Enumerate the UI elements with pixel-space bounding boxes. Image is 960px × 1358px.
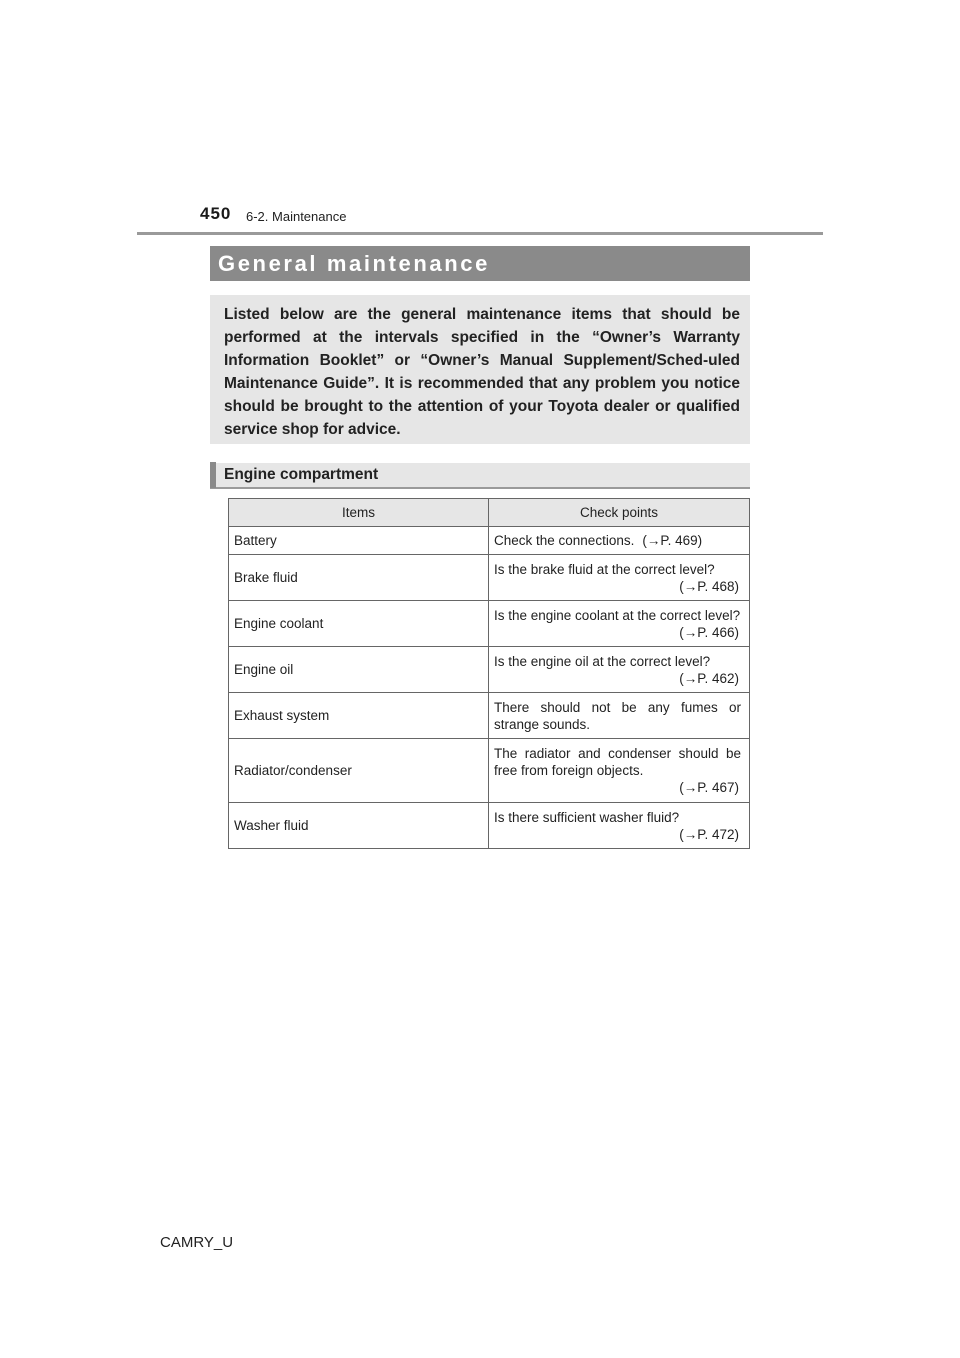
subheading-bar xyxy=(210,463,750,489)
check-point-cell xyxy=(489,739,750,803)
check-point-cell xyxy=(489,555,750,601)
page-reference: (→P. 469) xyxy=(642,533,703,548)
item-cell: Engine coolant xyxy=(229,601,489,647)
check-point-text: Is there sufficient washer fluid? xyxy=(494,809,680,825)
section-label: 6-2. Maintenance xyxy=(246,209,347,224)
item-cell: Engine oil xyxy=(229,647,489,693)
check-point-cell xyxy=(489,647,750,693)
page-reference: (→P. 472) xyxy=(679,826,739,842)
table-row xyxy=(229,647,750,693)
table-row xyxy=(229,739,750,803)
subheading-marker xyxy=(210,462,216,488)
check-point-text: There should not be any fumes or strange sounds. xyxy=(494,699,741,732)
page-number: 450 xyxy=(200,204,232,223)
page-title: General maintenance xyxy=(218,250,490,276)
item-cell: Brake fluid xyxy=(229,555,489,601)
check-point-text: Is the engine oil at the correct level? xyxy=(494,653,711,669)
column-header-check-points: Check points xyxy=(489,499,750,527)
table-row xyxy=(229,527,750,555)
page-reference: (→P. 468) xyxy=(679,578,739,594)
item-cell: Battery xyxy=(229,527,489,555)
maintenance-table xyxy=(228,498,750,849)
page-reference: (→P. 466) xyxy=(679,624,739,640)
item-cell: Exhaust system xyxy=(229,693,489,739)
check-point-cell xyxy=(489,601,750,647)
item-cell: Washer fluid xyxy=(229,803,489,849)
header-divider xyxy=(137,232,823,235)
intro-text: Listed below are the general maintenance items that should be performed at the intervals specified in the “Owner’s Warranty Information Booklet” or “Owner’s Manual Supplement/Sched-uled Maintenance Guide”. It is recommended that any problem you notice should be brought to the attention of your Toyota dealer or qualified service shop for advice. xyxy=(224,306,740,438)
page-reference: (→P. 462) xyxy=(679,670,739,686)
footer-code: CAMRY_U xyxy=(160,1234,234,1251)
title-bar xyxy=(210,246,750,281)
item-cell: Radiator/condenser xyxy=(229,739,489,803)
check-point-text: Check the connections. xyxy=(494,533,635,548)
table-row xyxy=(229,555,750,601)
table-row xyxy=(229,601,750,647)
intro-box xyxy=(210,295,750,444)
check-point-text: Is the brake fluid at the correct level? xyxy=(494,561,715,577)
check-point-cell xyxy=(489,693,750,739)
column-header-items: Items xyxy=(229,499,489,527)
check-point-text: Is the engine coolant at the correct level? xyxy=(494,607,741,623)
check-point-cell xyxy=(489,803,750,849)
check-point-cell xyxy=(489,527,750,555)
table-body xyxy=(229,527,750,849)
table-row xyxy=(229,803,750,849)
table-row xyxy=(229,693,750,739)
subheading: Engine compartment xyxy=(224,466,379,483)
check-point-text: The radiator and condenser should be free from foreign objects. xyxy=(494,746,741,778)
table-header-row xyxy=(229,499,750,527)
page-reference: (→P. 467) xyxy=(679,780,739,795)
